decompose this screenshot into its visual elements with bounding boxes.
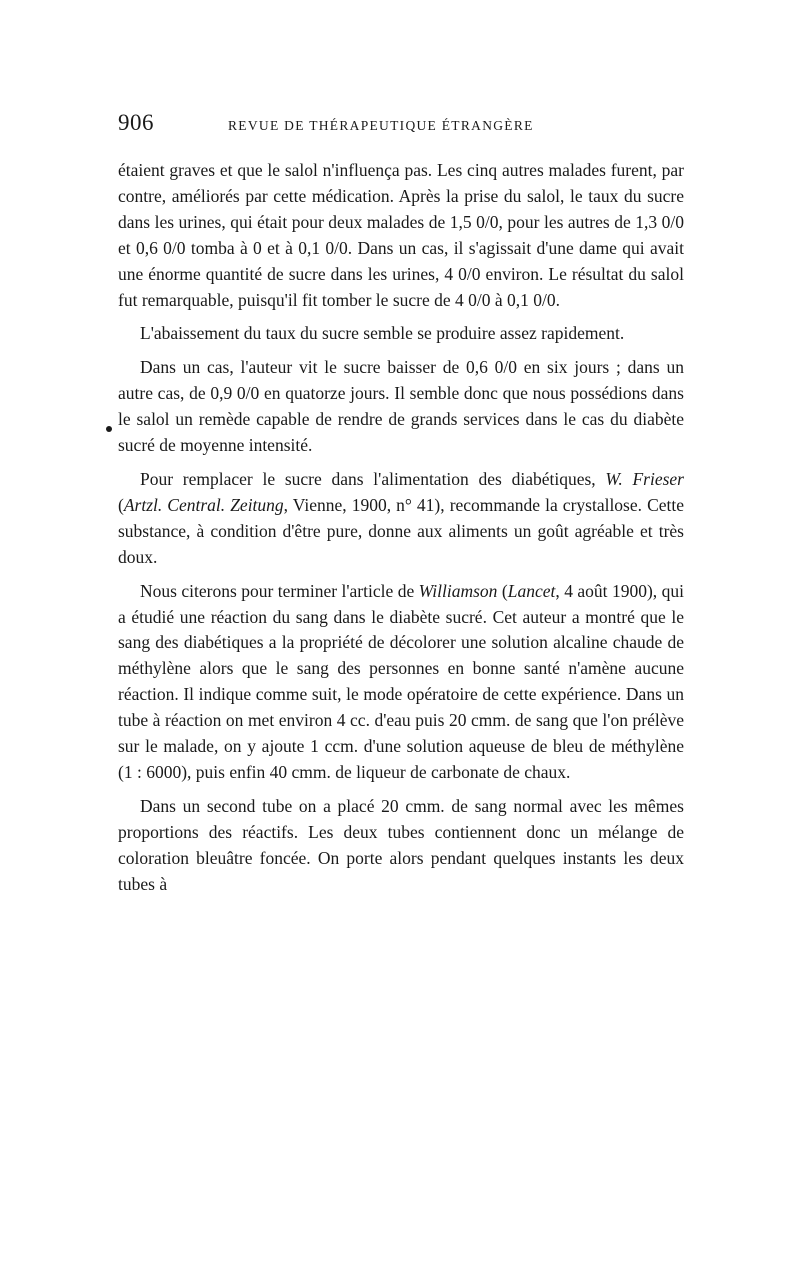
text-segment: ( [118, 494, 124, 515]
article-body [118, 158, 684, 897]
paragraph-williamson [118, 579, 684, 786]
book-page [118, 110, 684, 897]
source-title: Artzl. Central. Zeitung [123, 494, 284, 515]
source-title: Lancet [507, 580, 556, 601]
paragraph-abaissement: L'abaissement du taux du sucre semble se produire assez rapidement. [140, 323, 625, 344]
paragraph-frieser [118, 467, 684, 571]
running-head [118, 110, 684, 144]
text-segment: Pour remplacer le sucre dans l'alimentation des diabétiques, [140, 468, 606, 489]
author-name: W. Frieser [605, 468, 684, 489]
paragraph-cas: Dans un cas, l'auteur vit le sucre baisser de 0,6 0/0 en six jours ; dans un autre cas, de 0,9 0/0 en quatorze jours. Il semble donc que nous possédions dans le salol un remède capable de rendre de grands services dans le cas du diabète sucré de moyenne intensité. [118, 357, 684, 456]
page-number: 906 [118, 110, 154, 135]
author-name: Williamson [418, 580, 498, 601]
paragraph-second-tube: Dans un second tube on a placé 20 cmm. de sang normal avec les mêmes proportions des réactifs. Les deux tubes contiennent donc un mélange de coloration bleuâtre foncée. On porte alors pendant quelques instants les deux tubes à [118, 795, 684, 894]
paragraph-continuation: étaient graves et que le salol n'influença pas. Les cinq autres malades furent, par contre, améliorés par cette médication. Après la prise du salol, le taux du sucre dans les urines, qui était pour deux malades de 1,5 0/0, pour les autres de 1,3 0/0 et 0,6 0/0 tomba à 0 et à 0,1 0/0. Dans un cas, il s'agissait d'une dame qui avait une énorme quantité de sucre dans les urines, 4 0/0 environ. Le résultat du salol fut remarquable, puisqu'il fit tomber le sucre de 4 0/0 à 0,1 0/0. [118, 160, 684, 310]
journal-title: REVUE DE THÉRAPEUTIQUE ÉTRANGÈRE [228, 118, 534, 133]
text-segment: , 4 août 1900), qui a étudié une réaction du sang dans le diabète sucré. Cet auteur a montré que le sang des diabétiques a la propriété de décolorer une solution alcaline chaude de méthylène alors que le sang des personnes en bonne santé n'amène aucune réaction. Il indique comme suit, le mode opératoire de cette expérience. Dans un tube à réaction on met environ 4 cc. d'eau puis 20 cmm. de sang que l'on prélève sur le malade, on y ajoute 1 ccm. d'une solution aqueuse de bleu de méthylène (1 : 6000), puis enfin 40 cmm. de liqueur de carbonate de chaux. [118, 580, 684, 782]
text-segment: Nous citerons pour terminer l'article de [140, 580, 419, 601]
text-segment: , Vienne, 1900, n° 41), recommande la crystallose. Cette substance, à condition d'être pure, donne aux aliments un goût agréable et très doux. [118, 494, 684, 567]
margin-dot-mark [106, 426, 112, 432]
text-segment: ( [497, 580, 508, 601]
